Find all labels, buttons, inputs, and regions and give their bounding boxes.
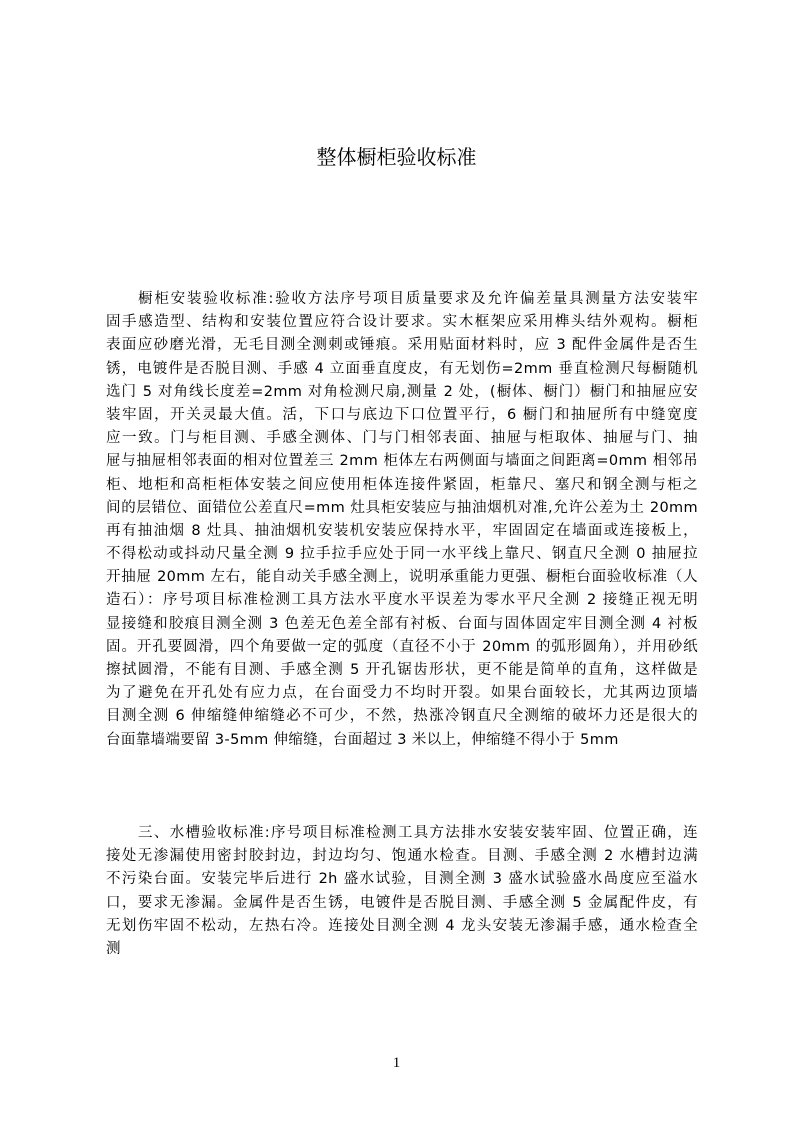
paragraph-line: 柜、地柜和高柜柜体安装之间应使用柜体连接件紧固，柜靠尺、塞尺和钢全测与柜之 bbox=[106, 476, 698, 493]
paragraph-line: 固。开孔要圆滑，四个角要做一定的弧度（直径不小于 20mm 的弧形圆角），并用砂纸 bbox=[106, 638, 698, 655]
paragraph-line: 间的层错位、面错位公差直尺=mm 灶具柜安装应与抽油烟机对准,允许公差为土 20mm bbox=[106, 499, 698, 516]
paragraph-line: 显接缝和胶痕目测全测 3 色差无色差全部有衬板、台面与固体固定牢目测全测 4 衬板 bbox=[106, 615, 698, 632]
paragraph-line: 不污染台面。安装完毕后进行 2h 盛水试验，目测全测 3 盛水试验盛水咼度应至溢水 bbox=[106, 871, 698, 888]
paragraph-line: 锈，电镀件是否脱目测、手感 4 立面垂直度皮，有无划伤=2mm 垂直检测尺每橱随机 bbox=[106, 360, 698, 377]
paragraph-line: 开抽屉 20mm 左右，能自动关手感全测上，说明承重能力更强、橱柜台面验收标准（人 bbox=[106, 569, 698, 586]
section-sink-installation bbox=[106, 822, 698, 961]
paragraph-line-last: 台面靠墙端要留 3-5mm 伸缩缝，台面超过 3 米以上，伸缩缝不得小于 5mm bbox=[106, 731, 619, 748]
paragraph-line: 屉与抽屉相邻表面的相对位置差三 2mm 柜体左右两侧面与墙面之间距离=0mm 相邻吊 bbox=[106, 453, 698, 470]
document-title: 整体橱柜验收标准 bbox=[316, 145, 477, 169]
paragraph-line: 固手感造型、结构和安装位置应符合设计要求。实木框架应采用榫头结外观构。橱柜 bbox=[106, 314, 698, 331]
paragraph-line: 无划伤牢固不松动，左热右冷。连接处目测全测 4 龙头安装无渗漏手感，通水检查全 bbox=[106, 917, 698, 934]
page-number: 1 bbox=[392, 1055, 401, 1071]
paragraph-line: 应一致。门与柜目测、手感全测体、门与门相邻表面、抽屉与柜取体、抽屉与门、抽 bbox=[106, 430, 698, 447]
paragraph-line: 再有抽油烟 8 灶具、抽油烟机安装机安装应保持水平，牢固固定在墙面或连接板上， bbox=[106, 522, 698, 539]
paragraph-line: 选门 5 对角线长度差=2mm 对角检测尺扇,测量 2 处，(橱体、橱门）橱门和抽屉应安 bbox=[106, 383, 698, 400]
paragraph-line: 接处无渗漏使用密封胶封边，封边均匀、饱通水检查。目测、手感全测 2 水槽封边满 bbox=[106, 848, 698, 865]
paragraph-line: 擦拭圆滑，不能有目测、手感全测 5 开孔锯齿形状，更不能是简单的直角，这样做是 bbox=[106, 662, 698, 678]
paragraph-line: 表面应砂磨光滑，无毛目测全测刺或锤痕。采用贴面材料时，应 3 配件金属件是否生 bbox=[106, 337, 698, 354]
paragraph-line: 目测全测 6 伸缩缝伸缩缝必不可少，不然，热涨冷钢直尺全测缩的破坏力还是很大的 bbox=[106, 708, 698, 725]
section-cabinet-installation bbox=[106, 288, 698, 752]
paragraph-line: 为了避免在开孔处有应力点，在台面受力不均时开裂。如果台面较长，尤其两边顶墙 bbox=[106, 685, 698, 702]
paragraph-line: 橱柜安装验收标准:验收方法序号项目质量要求及允许偏差量具测量方法安装牢 bbox=[138, 291, 698, 307]
paragraph-line: 造石）：序号项目标准检测工具方法水平度水平误差为零水平尺全测 2 接缝正视无明 bbox=[106, 592, 698, 609]
paragraph-line: 三、水槽验收标准:序号项目标准检测工具方法排水安装安装牢固、位置正确，连 bbox=[138, 825, 698, 841]
paragraph-line: 不得松动或抖动尺量全测 9 拉手拉手应处于同一水平线上靠尺、钢直尺全测 0 抽屉拉 bbox=[106, 546, 698, 563]
paragraph-line-last: 测 bbox=[106, 940, 121, 957]
paragraph-line: 口，要求无渗漏。金属件是否生锈，电镀件是否脱目测、手感全测 5 金属配件皮，有 bbox=[106, 894, 698, 911]
paragraph-line: 装牢固，开关灵最大值。活，下口与底边下口位置平行，6 橱门和抽屉所有中缝宽度 bbox=[106, 406, 698, 423]
